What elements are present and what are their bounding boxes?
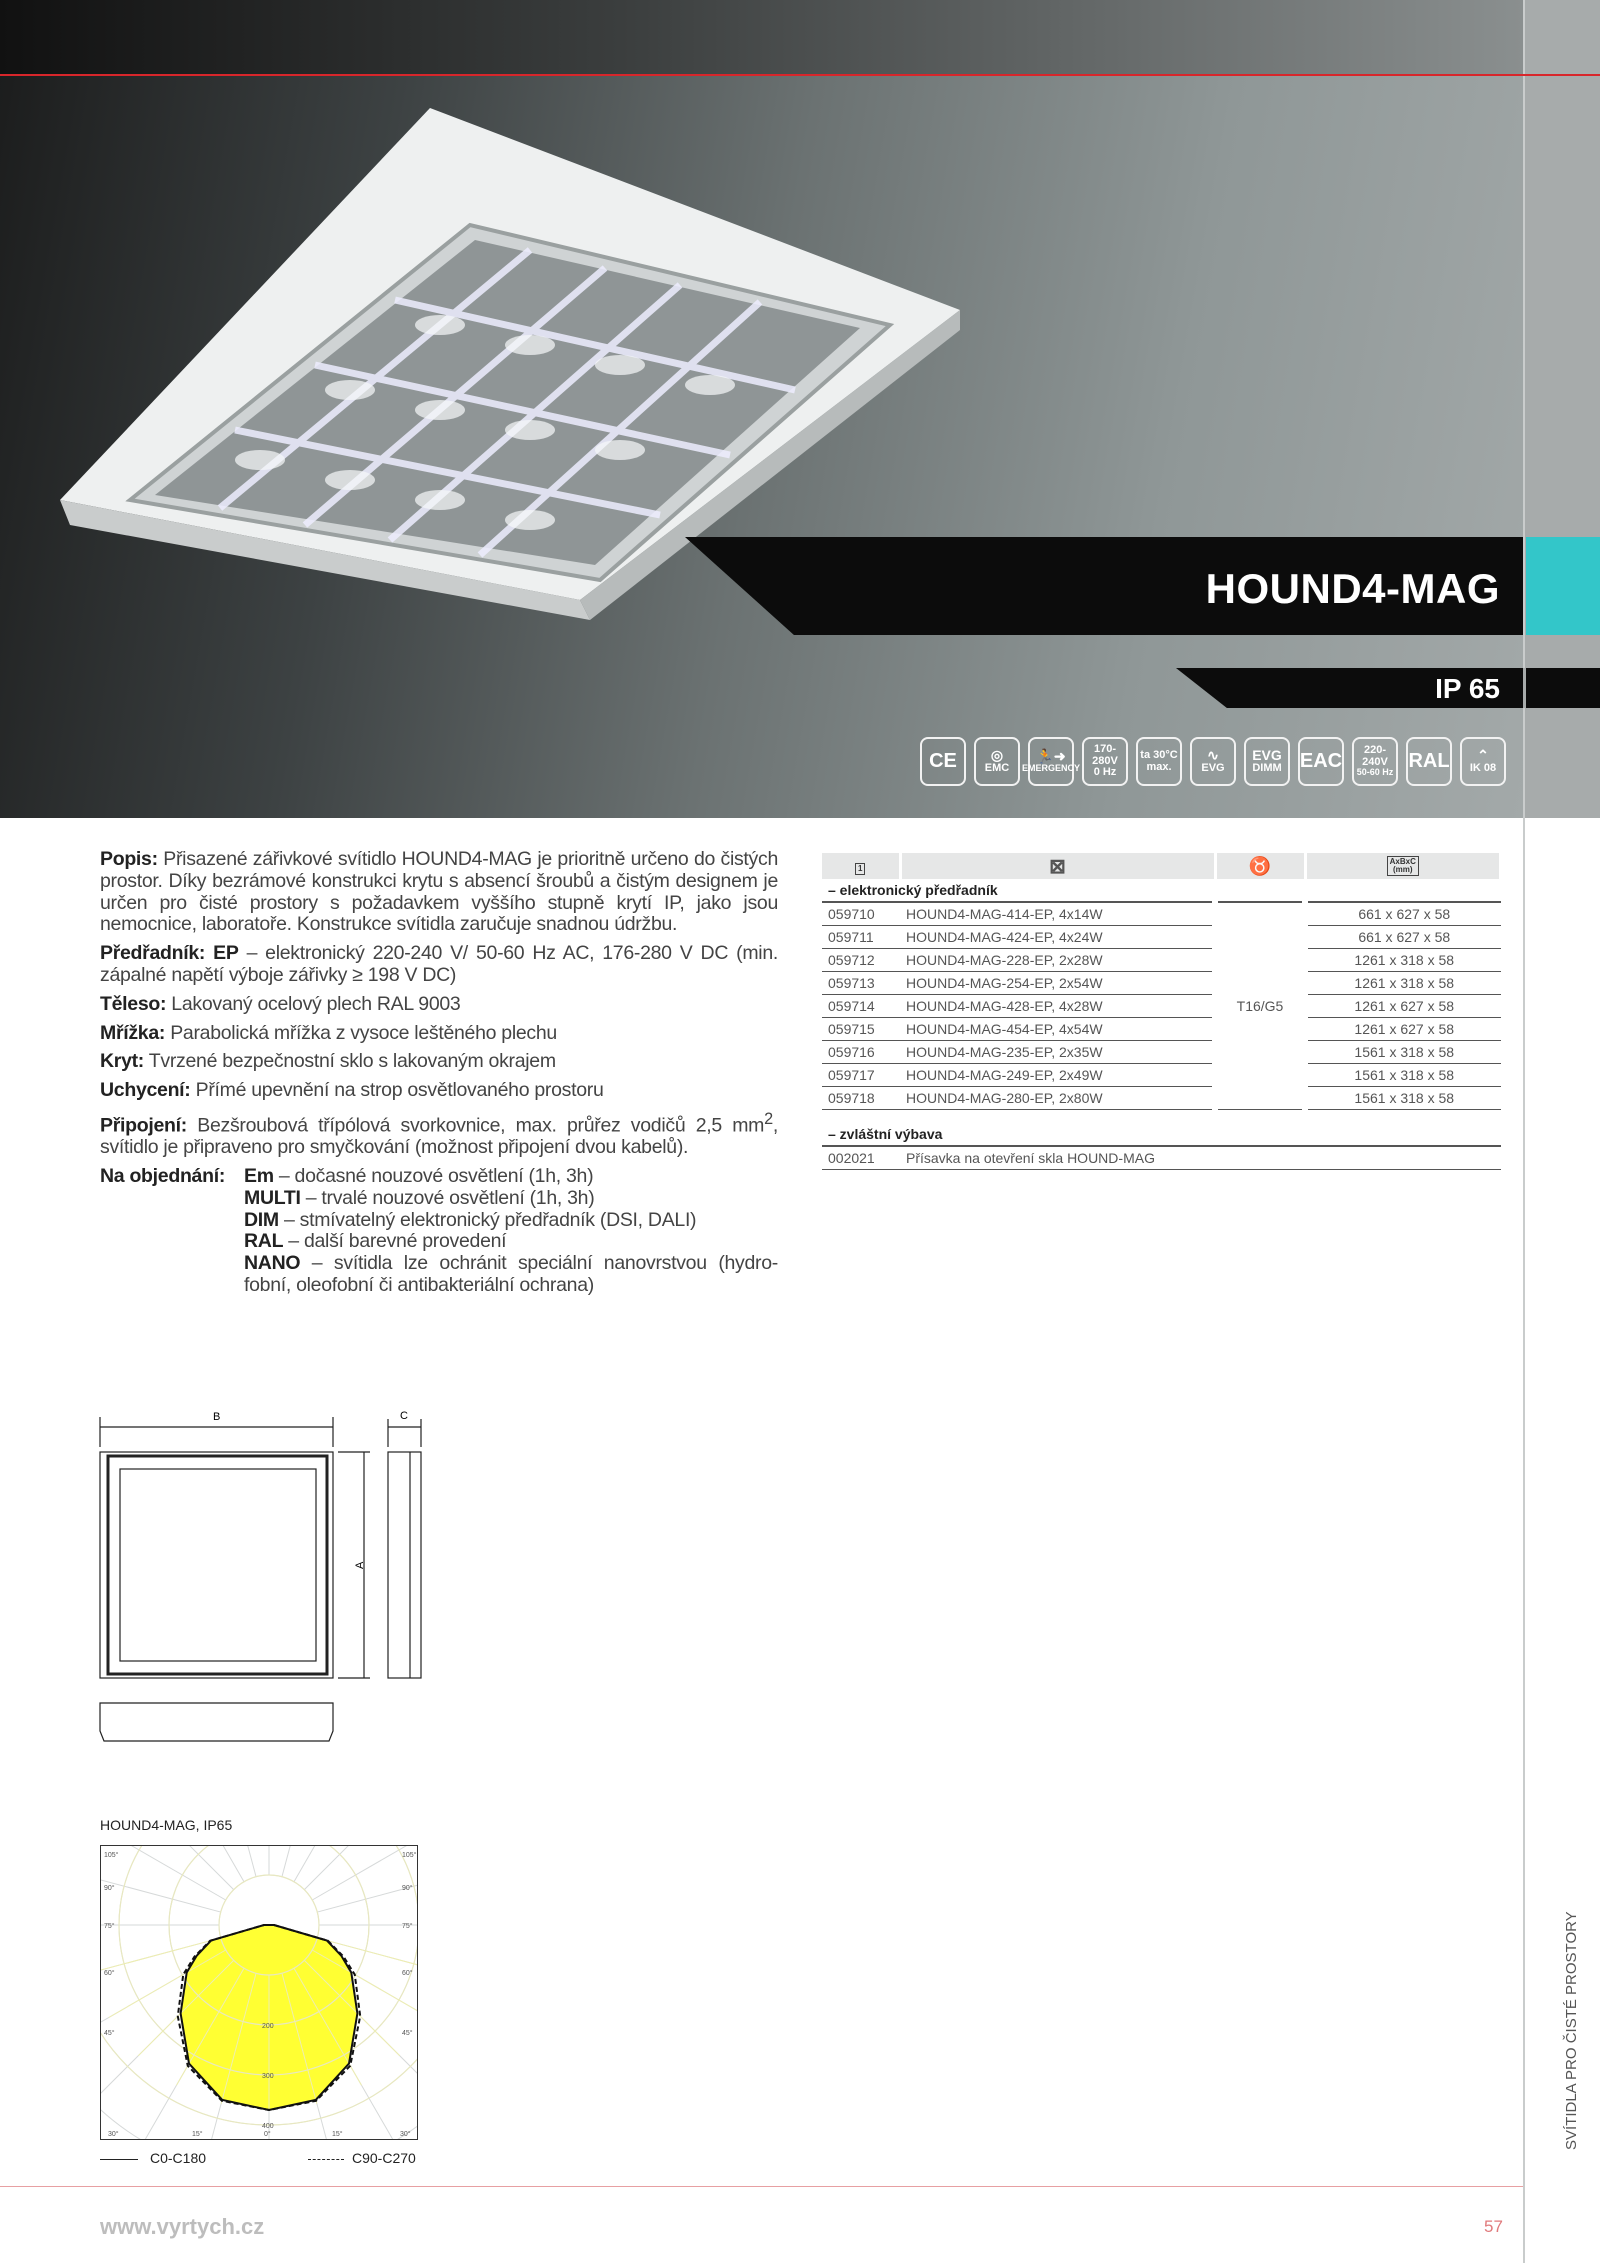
polar-chart-title: HOUND4-MAG, IP65 [100,1817,233,1833]
side-divider [1523,0,1525,2263]
type-cell: HOUND4-MAG-228-EP, 2x28W [900,948,1215,971]
table-row [822,948,1501,971]
teleso-text: Lakovaný ocelový plech RAL 9003 [166,992,461,1015]
uchyceni-label: Uchycení: [100,1079,191,1102]
evg-icon [1190,737,1236,786]
dim-unit: (mm) [1392,865,1413,874]
spacer-row [822,1109,1501,1123]
dimension-cell: 1261 x 318 x 58 [1305,971,1501,994]
dimension-cell: 661 x 627 x 58 [1305,925,1501,948]
angle-label: 15° [332,2131,343,2138]
order-item [244,1166,778,1188]
radial-label: 300 [262,2073,274,2080]
type-cell: HOUND4-MAG-235-EP, 2x35W [900,1040,1215,1063]
type-cell: HOUND4-MAG-249-EP, 2x49W [900,1063,1215,1086]
table-row [822,994,1501,1017]
red-divider [0,74,1600,76]
radial-label: 200 [262,2023,274,2030]
order-text: – stmívatelný elektronický předřadník (DSI, DALI) [278,1208,697,1231]
code-cell: 059717 [822,1063,900,1086]
section-label: SVÍTIDLA PRO ČISTÉ PROSTORY [1563,1911,1580,2150]
type-cell: HOUND4-MAG-280-EP, 2x80W [900,1086,1215,1109]
teleso [100,994,778,1016]
icon-sublabel: max. [1146,760,1172,773]
popis-text: Přisazené zářivkové svítidlo HOUND4-MAG je prioritně určeno do čistých prostor. Díky bezrámové konstrukci krytu s absencí šroubů a čistým designem je určen pro čisté prostory s požadavkem vyššího stupně krytí IP, jako jsou nemocnice, laboratoře. Konstrukce svítidla zaručuje snadnou údržbu. [100,848,778,936]
eac-icon [1298,737,1344,786]
code-cell: 059716 [822,1040,900,1063]
certification-icons [920,737,1506,786]
top-strip [0,0,1523,75]
icon-label: ∿ [1207,747,1219,764]
radial-label: 400 [262,2123,274,2130]
order-text: – svítidla lze ochránit speciální nanovrstvou (hydro-fobní, oleofobní či antibakteriální ochrana) [244,1252,778,1297]
legend-c90-label: C90-C270 [352,2150,416,2166]
dimension-c-label: C [400,1410,408,1422]
lamp-socket-icon: ♉ [1248,855,1272,876]
predradnik-text: – elektronický 220-240 V/ 50-60 Hz AC, 176-280 V DC (min. zápalné napětí výboje zářivky ≥ 198 V DC) [100,942,778,986]
order-text: – dočasné nouzové osvětlení (1h, 3h) [273,1165,594,1188]
icon-sublabel: 0 Hz [1093,766,1117,779]
ip-rating: IP 65 [1435,673,1500,704]
icon-label: ⌃ [1477,747,1489,764]
icon-label: EVG [1252,747,1282,764]
legend-c90 [308,2150,416,2166]
dimension-cell: 1561 x 318 x 58 [1305,1063,1501,1086]
table-row [822,925,1501,948]
dimension-cell: 1261 x 627 x 58 [1305,1017,1501,1040]
code-cell: 059711 [822,925,900,948]
popis-label: Popis: [100,848,158,870]
website-link[interactable]: www.vyrtych.cz [100,2214,265,2239]
popis [100,849,778,936]
dimension-drawing [95,1405,475,1750]
angle-label: 90° [402,1885,413,1892]
icon-label: RAL [1408,750,1450,772]
icon-sublabel: EMERGENCY [1022,763,1081,774]
lamp-column-header [1215,853,1305,879]
dimension-b-label: B [213,1411,221,1423]
angle-label: 75° [402,1923,413,1930]
code-cell: 002021 [822,1146,900,1169]
predradnik-label: Předřadník: EP [100,942,239,965]
ce-icon [920,737,966,786]
voltage-ac-icon [1352,737,1398,786]
icon-sublabel: EMC [984,762,1010,775]
pripojeni [100,1109,778,1159]
order-item [244,1210,778,1232]
table-row [822,1017,1501,1040]
order-code: MULTI [244,1186,301,1209]
solid-line-icon [100,2159,138,2160]
angle-label: 0° [264,2131,271,2138]
section-heading: – zvláštní výbava [822,1123,1501,1146]
dashed-line-icon [308,2159,344,2160]
ral-icon [1406,737,1452,786]
angle-label: 30° [400,2131,411,2138]
kryt [100,1051,778,1073]
code-cell: 059715 [822,1017,900,1040]
angle-label: 45° [104,2030,115,2037]
dimension-cell: 661 x 627 x 58 [1305,902,1501,925]
type-cell: Přísavka na otevření skla HOUND-MAG [900,1146,1501,1169]
order-list [244,1166,778,1297]
luminaire-icon: ⊠ [1049,855,1066,878]
icon-label: 170-280V [1092,743,1118,767]
dimension-a-label: A [354,1561,366,1569]
polar-chart [100,1845,418,2140]
type-cell: HOUND4-MAG-424-EP, 4x24W [900,925,1215,948]
icon-label: 220-240V [1362,744,1388,768]
order-item [244,1231,778,1253]
icon-label: ◎ [990,747,1004,764]
pripojeni-sup: 2 [764,1109,773,1128]
table-row [822,1146,1501,1169]
dimension-cell: 1261 x 318 x 58 [1305,948,1501,971]
angle-label: 15° [192,2131,203,2138]
mrizka-label: Mřížka: [100,1021,166,1044]
dimension-cell: 1561 x 318 x 58 [1305,1040,1501,1063]
icon-sublabel: IK 08 [1469,762,1497,775]
angle-label: 75° [104,1923,115,1930]
angle-label: 60° [104,1970,115,1977]
order-item [244,1188,778,1210]
dimensions-icon [1387,856,1419,876]
section-row [822,879,1501,902]
code-cell: 059710 [822,902,900,925]
type-cell: HOUND4-MAG-414-EP, 4x14W [900,902,1215,925]
accent-block [1526,537,1600,635]
icon-label: EAC [1299,750,1343,772]
angle-label: 105° [402,1852,417,1859]
pripojeni-label: Připojení: [100,1114,187,1137]
emergency-icon [1022,737,1081,786]
mrizka [100,1023,778,1045]
angle-label: 45° [402,2030,413,2037]
angle-label: 60° [402,1970,413,1977]
teleso-label: Těleso: [100,992,167,1015]
page-number: 57 [1484,2217,1503,2236]
code-cell: 059713 [822,971,900,994]
lamp-cell: T16/G5 [1215,902,1305,1109]
section-heading: – elektronický předřadník [822,879,1501,902]
order-code: NANO [244,1252,301,1275]
temperature-icon [1136,737,1182,786]
table-row [822,1086,1501,1109]
code-column-header [822,853,900,879]
table-row [822,1040,1501,1063]
icon-sublabel: 50-60 Hz [1356,767,1394,778]
order-text: – další barevné provedení [283,1230,507,1253]
emc-icon [974,737,1020,786]
order-text: – trvalé nouzové osvětlení (1h, 3h) [300,1186,595,1209]
type-cell: HOUND4-MAG-428-EP, 4x28W [900,994,1215,1017]
table-row [822,902,1501,925]
code-cell: 059714 [822,994,900,1017]
angle-label: 105° [104,1852,119,1859]
ip-bar-gap [1523,668,1526,708]
order-label: Na objednání: [100,1165,226,1188]
legend-c0-label: C0-C180 [150,2150,207,2166]
type-cell: HOUND4-MAG-454-EP, 4x54W [900,1017,1215,1040]
ik-rating-icon [1460,737,1506,786]
legend-c0 [100,2150,206,2166]
product-table [822,853,1502,1170]
type-cell: HOUND4-MAG-254-EP, 2x54W [900,971,1215,994]
order-code: Em [244,1165,274,1188]
uchyceni-text: Přímé upevnění na strop osvětlovaného prostoru [190,1079,604,1102]
order-code: RAL [244,1230,284,1253]
icon-sublabel: DIMM [1252,762,1282,775]
angle-label: 90° [104,1885,115,1892]
order-options [100,1166,778,1297]
order-code: DIM [244,1208,279,1231]
dim-label: AxBxC [1389,857,1416,866]
predradnik [100,943,778,987]
footer-divider [0,2186,1523,2187]
table-row [822,971,1501,994]
catalog-number-icon: 1 [855,863,865,875]
product-title: HOUND4-MAG [1205,565,1500,612]
code-cell: 059712 [822,948,900,971]
section-row [822,1123,1501,1146]
dimension-cell: 1561 x 318 x 58 [1305,1086,1501,1109]
icon-label: CE [929,750,957,772]
angle-label: 30° [108,2131,119,2138]
dimension-column-header [1305,853,1501,879]
type-column-header [900,853,1215,879]
uchyceni [100,1080,778,1102]
table-row [822,1063,1501,1086]
kryt-text: Tvrzené bezpečnostní sklo s lakovaným okrajem [144,1050,556,1073]
order-item [244,1253,778,1297]
icon-label: ta 30°C [1140,748,1178,761]
evg-dimm-icon [1244,737,1290,786]
voltage-dc-icon [1082,737,1128,786]
ip-bar [1176,668,1600,708]
pripojeni-text-2: , svítidlo je připraveno pro smyčkování (možnost připojení dvou kabelů). [100,1114,778,1159]
icon-sublabel: EVG [1201,762,1225,775]
mrizka-text: Parabolická mřížka z vysoce leštěného plechu [165,1021,557,1044]
kryt-label: Kryt: [100,1050,145,1073]
dimension-cell: 1261 x 627 x 58 [1305,994,1501,1017]
icon-label: 🏃➜ [1036,748,1066,765]
pripojeni-text: Bezšroubová třípólová svorkovnice, max. průřez vodičů 2,5 mm [186,1114,765,1137]
code-cell: 059718 [822,1086,900,1109]
product-description [100,849,778,1297]
